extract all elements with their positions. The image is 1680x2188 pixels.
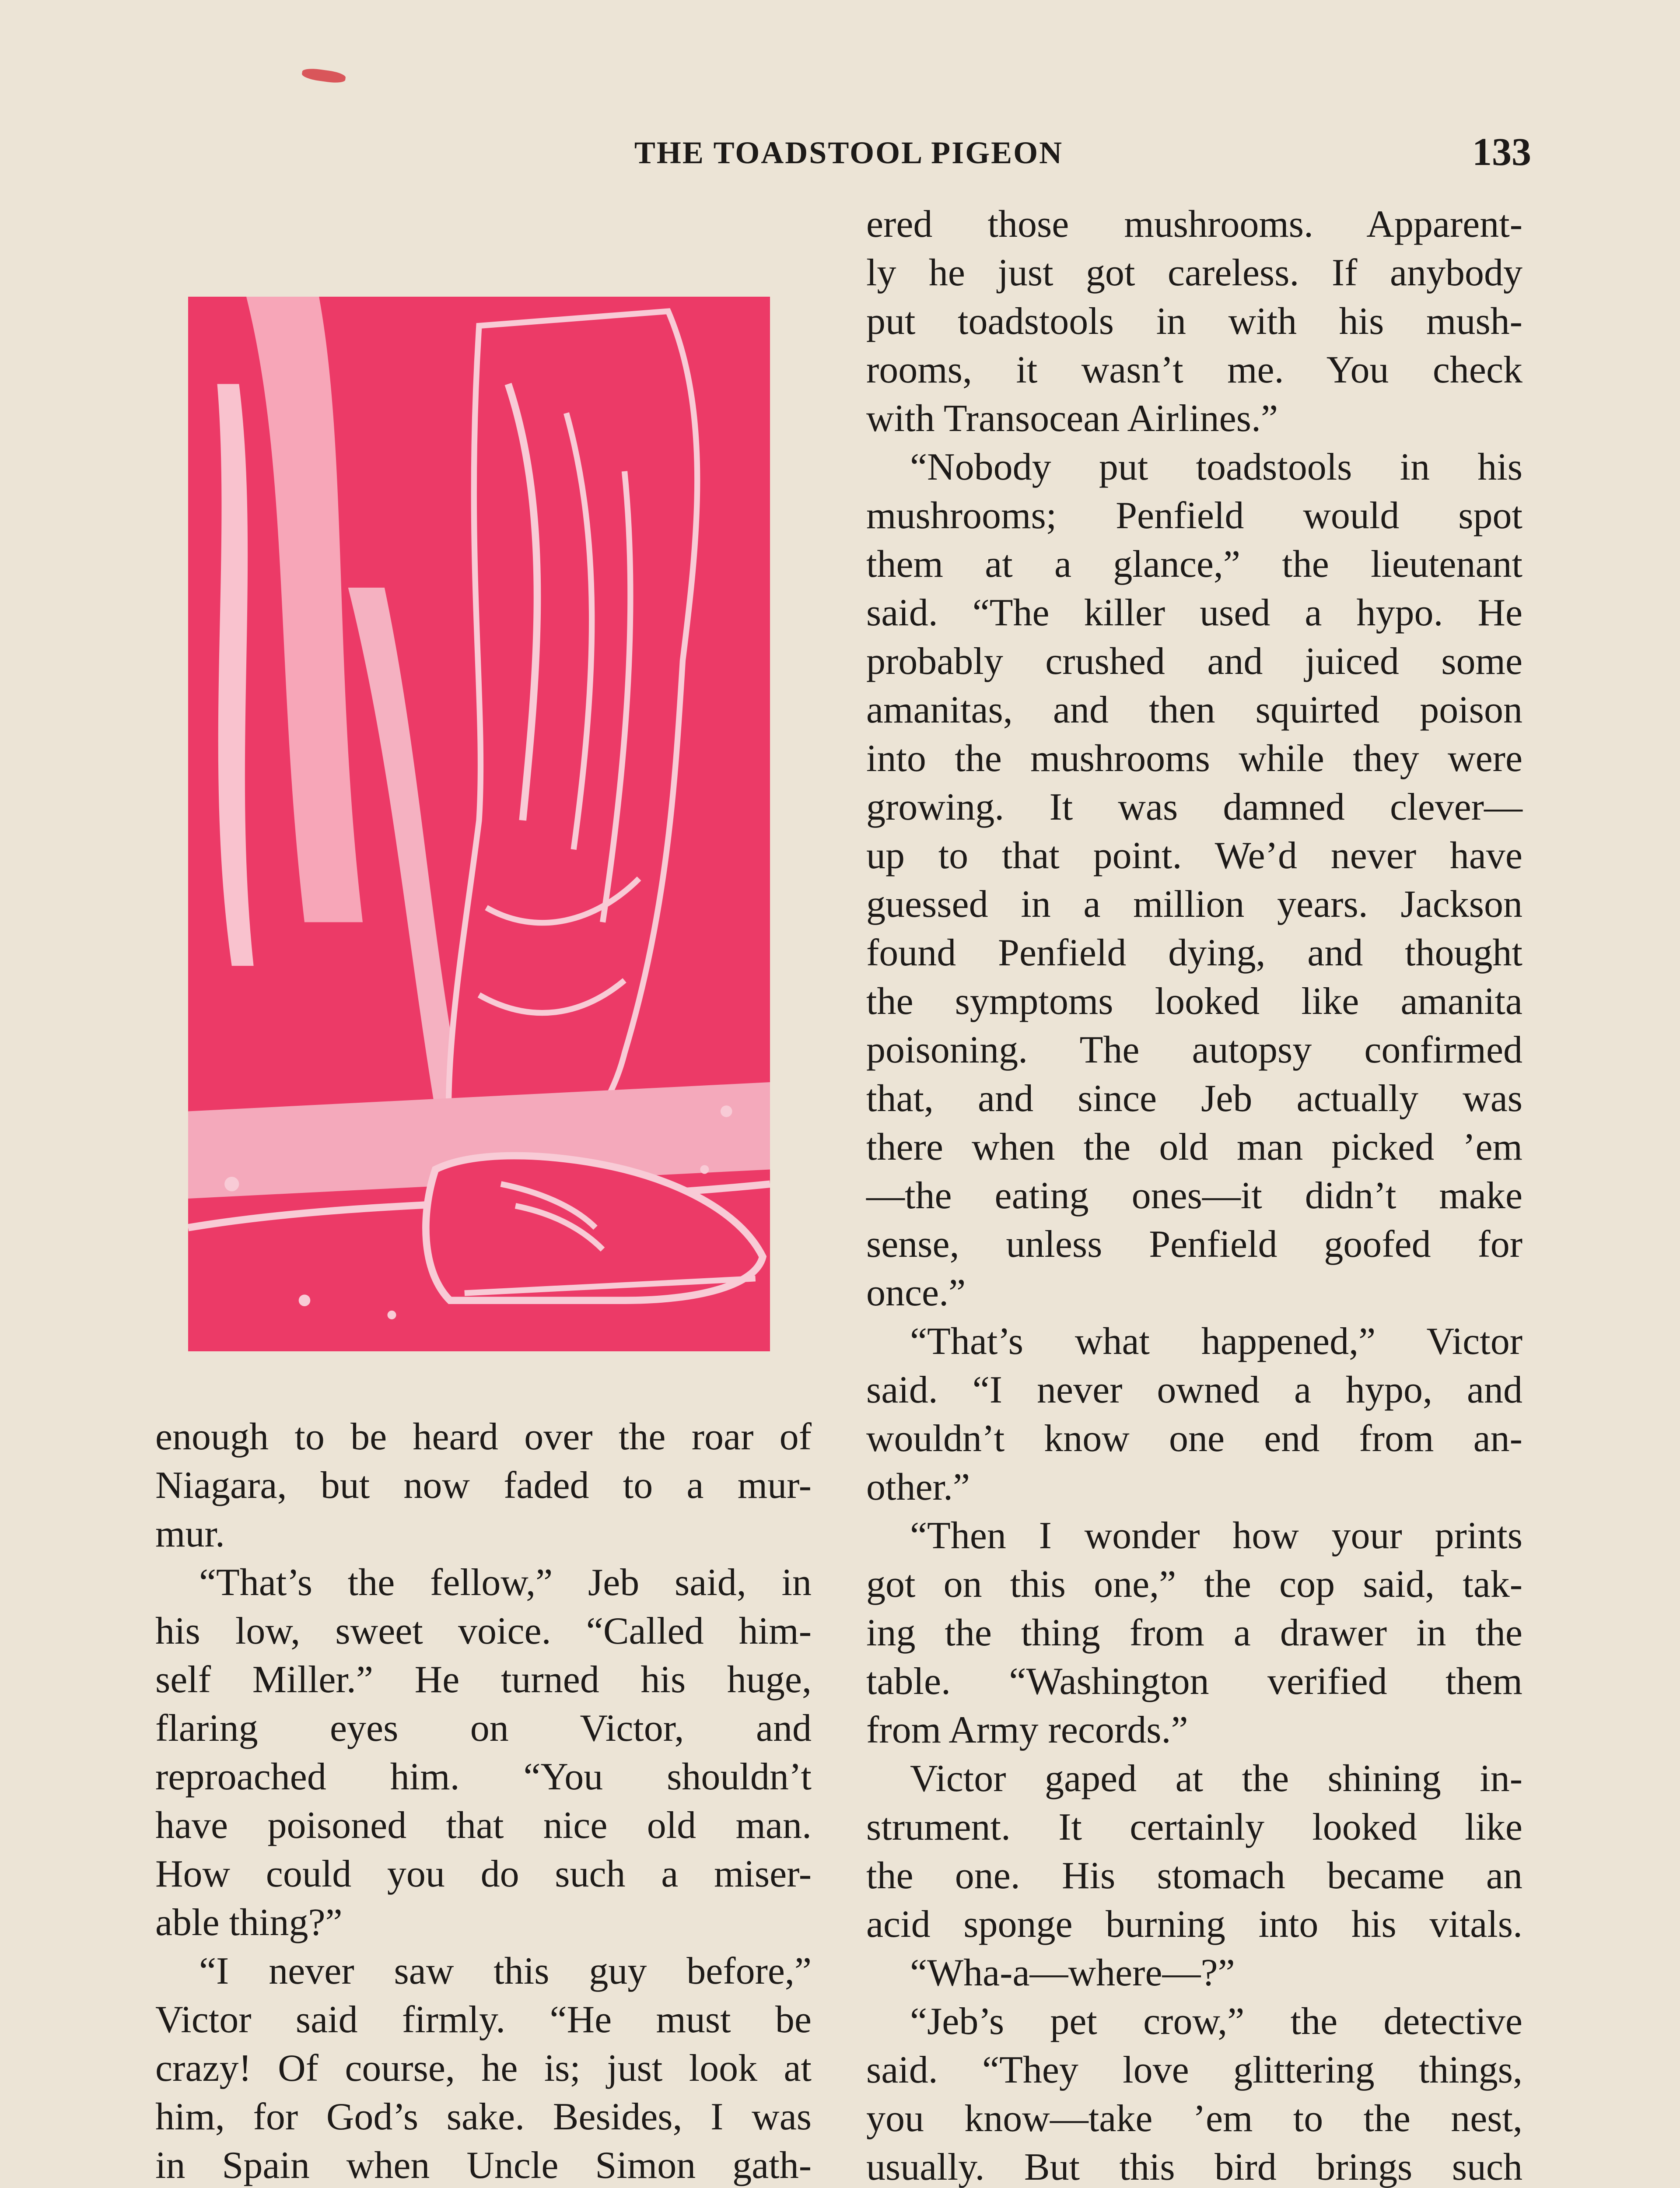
text-line: “Then I wonder how your prints <box>910 1515 1522 1557</box>
text-line: put toadstools in with his mush- <box>866 300 1522 343</box>
text-line: ly he just got careless. If anybody <box>866 252 1522 294</box>
ink-smudge <box>301 67 346 84</box>
text-line: Niagara, but now faded to a mur- <box>155 1464 812 1507</box>
text-line: poisoning. The autopsy confirmed <box>866 1029 1522 1071</box>
text-line: his low, sweet voice. “Called him- <box>155 1610 812 1652</box>
text-line: up to that point. We’d never have <box>866 835 1522 877</box>
text-line: able thing?” <box>155 1901 343 1944</box>
text-line: the one. His stomach became an <box>866 1855 1522 1897</box>
page-number: 133 <box>1472 130 1531 174</box>
text-line: sense, unless Penfield goofed for <box>866 1223 1522 1266</box>
text-line: other.” <box>866 1466 970 1508</box>
text-line: strument. It certainly looked like <box>866 1806 1522 1848</box>
text-line: reproached him. “You shouldn’t <box>155 1756 812 1798</box>
text-line: probably crushed and juiced some <box>866 640 1522 683</box>
text-line: crazy! Of course, he is; just look at <box>155 2047 812 2090</box>
text-line: into the mushrooms while they were <box>866 737 1522 780</box>
left-column <box>155 1413 812 2188</box>
text-line: “That’s the fellow,” Jeb said, in <box>199 1561 812 1604</box>
text-line: usually. But this bird brings such <box>866 2146 1522 2188</box>
text-line: self Miller.” He turned his huge, <box>155 1659 812 1701</box>
text-line: growing. It was damned clever— <box>866 786 1522 828</box>
text-line: you know—take ’em to the nest, <box>866 2097 1522 2140</box>
text-line: said. “They love glittering things, <box>866 2049 1522 2091</box>
text-line: once.” <box>866 1272 966 1314</box>
text-line: them at a glance,” the lieutenant <box>866 543 1522 586</box>
text-line: the symptoms looked like amanita <box>866 980 1522 1023</box>
text-line: got on this one,” the cop said, tak- <box>866 1563 1522 1606</box>
text-line: “Wha-a—where—?” <box>910 1952 1235 1994</box>
text-line: Victor gaped at the shining in- <box>910 1757 1522 1800</box>
text-line: there when the old man picked ’em <box>866 1126 1522 1168</box>
illustration-woodcut <box>188 297 770 1351</box>
text-line: amanitas, and then squirted poison <box>866 689 1522 731</box>
right-column <box>866 200 1522 2188</box>
text-line: mur. <box>155 1513 225 1555</box>
text-line: ing the thing from a drawer in the <box>866 1612 1522 1654</box>
text-line: enough to be heard over the roar of <box>155 1416 812 1458</box>
text-line: found Penfield dying, and thought <box>866 932 1522 974</box>
text-line: Victor said firmly. “He must be <box>155 1999 812 2041</box>
text-line: wouldn’t know one end from an- <box>866 1417 1522 1460</box>
text-line: rooms, it wasn’t me. You check <box>866 349 1522 391</box>
text-line: in Spain when Uncle Simon gath- <box>155 2144 812 2187</box>
text-line: guessed in a million years. Jackson <box>866 883 1522 926</box>
text-line: “Jeb’s pet crow,” the detective <box>910 2000 1522 2043</box>
text-line: “Nobody put toadstools in his <box>910 446 1522 488</box>
running-head: THE TOADSTOOL PIGEON <box>634 135 1064 170</box>
text-line: acid sponge burning into his vitals. <box>866 1903 1522 1946</box>
text-line: said. “The killer used a hypo. He <box>866 592 1522 634</box>
text-line: “I never saw this guy before,” <box>199 1950 812 1992</box>
text-line: said. “I never owned a hypo, and <box>866 1369 1522 1411</box>
text-line: “That’s what happened,” Victor <box>910 1320 1522 1363</box>
text-line: mushrooms; Penfield would spot <box>866 494 1522 537</box>
text-line: ered those mushrooms. Apparent- <box>866 203 1522 245</box>
text-line: with Transocean Airlines.” <box>866 397 1278 440</box>
text-line: How could you do such a miser- <box>155 1853 812 1895</box>
text-line: table. “Washington verified them <box>866 1660 1522 1703</box>
text-line: have poisoned that nice old man. <box>155 1804 812 1847</box>
text-line: —the eating ones—it didn’t make <box>866 1175 1522 1217</box>
text-line: flaring eyes on Victor, and <box>155 1707 812 1750</box>
text-line: from Army records.” <box>866 1709 1188 1751</box>
text-line: him, for God’s sake. Besides, I was <box>155 2096 812 2138</box>
text-line: that, and since Jeb actually was <box>866 1077 1522 1120</box>
